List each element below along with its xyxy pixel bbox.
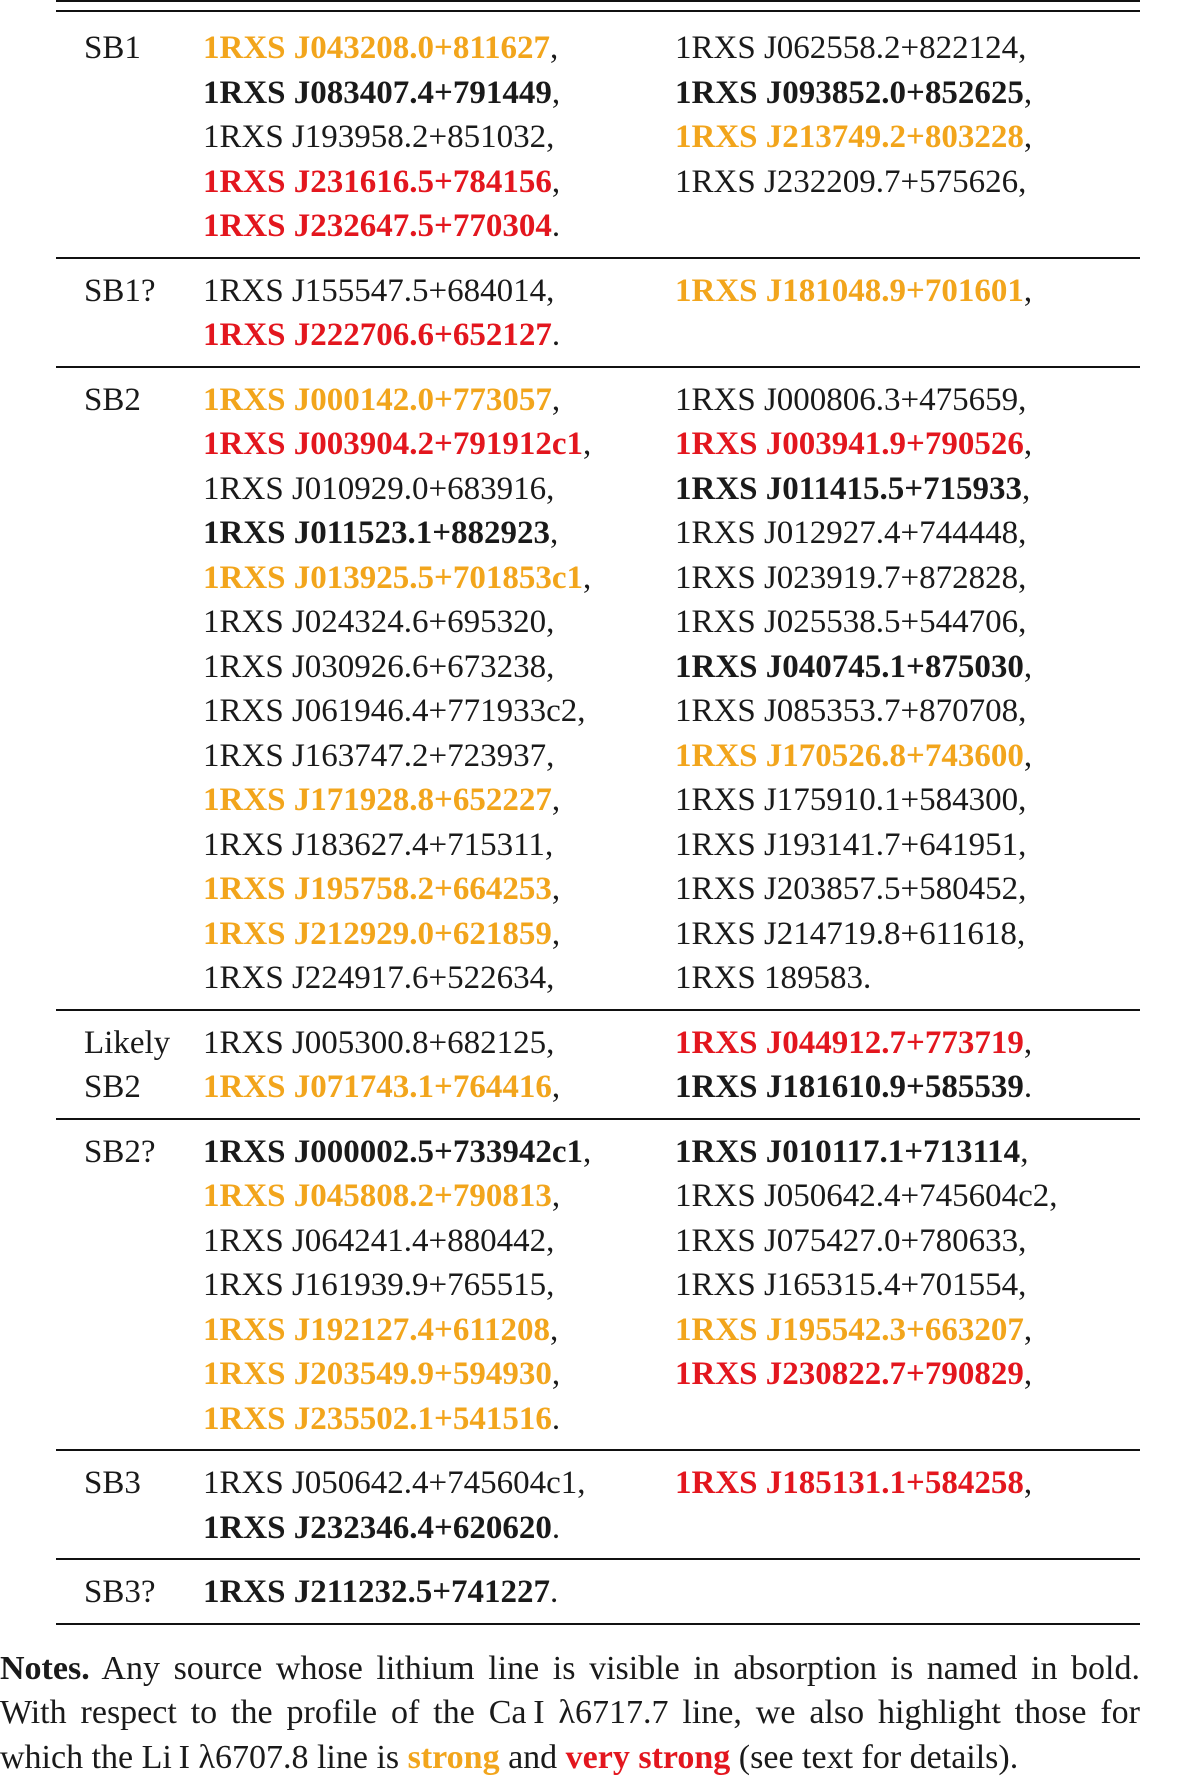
table-row [56, 511, 1140, 556]
source-punct: , [546, 960, 554, 996]
source-name: 1RXS J010929.0+683916 [203, 471, 546, 507]
source-punct: , [1024, 1465, 1032, 1501]
source-name: 1RXS J030926.6+673238 [203, 649, 546, 685]
source-punct: , [1022, 471, 1030, 507]
source-cell [203, 313, 675, 358]
source-punct: . [1024, 1069, 1032, 1105]
source-punct: . [550, 1574, 558, 1610]
table-row [56, 313, 1140, 358]
source-name: 1RXS J000002.5+733942c1 [203, 1134, 583, 1170]
source-cell [203, 1263, 675, 1308]
source-name: 1RXS J224917.6+522634 [203, 960, 546, 996]
source-punct: , [552, 164, 560, 200]
type-label: Likely [56, 1021, 203, 1066]
type-label: SB2? [56, 1130, 203, 1175]
source-name: 1RXS J181048.9+701601 [675, 273, 1024, 309]
source-cell [203, 823, 675, 868]
source-name: 1RXS J211232.5+741227 [203, 1574, 550, 1610]
table-row [56, 867, 1140, 912]
source-cell [675, 556, 1140, 601]
source-cell [203, 556, 675, 601]
source-punct: . [552, 208, 560, 244]
source-cell [203, 689, 675, 734]
source-cell [203, 1570, 675, 1615]
source-punct: , [1024, 649, 1032, 685]
source-cell [675, 1021, 1140, 1066]
source-name: 1RXS J010117.1+713114 [675, 1134, 1020, 1170]
table-group [56, 1560, 1140, 1625]
source-cell [203, 1065, 675, 1110]
source-cell [675, 422, 1140, 467]
source-name: 1RXS J203857.5+580452 [675, 871, 1018, 907]
classification-table [56, 10, 1140, 1625]
table-group [56, 1120, 1140, 1452]
source-cell [203, 1130, 675, 1175]
source-name: 1RXS J071743.1+764416 [203, 1069, 552, 1105]
source-name: 1RXS J195758.2+664253 [203, 871, 552, 907]
source-punct: , [1018, 782, 1026, 818]
source-punct: , [552, 382, 560, 418]
source-name: 1RXS J005300.8+682125 [203, 1025, 546, 1061]
source-cell [203, 378, 675, 423]
source-punct: , [546, 1025, 554, 1061]
source-cell [675, 115, 1140, 160]
source-name: 1RXS J171928.8+652227 [203, 782, 552, 818]
source-name: 1RXS J214719.8+611618 [675, 916, 1017, 952]
source-name: 1RXS J011415.5+715933 [675, 471, 1022, 507]
notes-and: and [500, 1739, 566, 1776]
source-cell [203, 269, 675, 314]
source-name: 1RXS J050642.4+745604c2 [675, 1178, 1049, 1214]
source-punct: , [1024, 1312, 1032, 1348]
source-name: 1RXS J213749.2+803228 [675, 119, 1024, 155]
source-name: 1RXS J222706.6+652127 [203, 317, 552, 353]
source-name: 1RXS J050642.4+745604c1 [203, 1465, 577, 1501]
table-row [56, 778, 1140, 823]
source-cell [675, 956, 1140, 1001]
source-cell [203, 160, 675, 205]
table-row [56, 115, 1140, 160]
source-name: 1RXS J044912.7+773719 [675, 1025, 1024, 1061]
source-cell [675, 511, 1140, 556]
source-punct: , [1018, 30, 1026, 66]
source-punct: , [1024, 426, 1032, 462]
source-punct: , [546, 649, 554, 685]
source-name: 1RXS J093852.0+852625 [675, 75, 1024, 111]
source-punct: . [552, 1510, 560, 1546]
type-label: SB1? [56, 269, 203, 314]
table-document [56, 0, 1140, 1780]
table-row [56, 1021, 1140, 1066]
source-punct: , [546, 1223, 554, 1259]
source-punct: , [550, 515, 558, 551]
source-name: 1RXS J232647.5+770304 [203, 208, 552, 244]
source-punct: , [546, 119, 554, 155]
source-cell [675, 1219, 1140, 1264]
source-punct: , [1018, 693, 1026, 729]
source-punct: , [1024, 1025, 1032, 1061]
source-name: 1RXS J000142.0+773057 [203, 382, 552, 418]
source-cell [203, 867, 675, 912]
source-cell [675, 600, 1140, 645]
source-punct: , [1018, 382, 1026, 418]
source-cell [203, 912, 675, 957]
source-punct: , [1024, 119, 1032, 155]
source-cell [203, 115, 675, 160]
table-group [56, 1451, 1140, 1560]
source-cell [675, 378, 1140, 423]
source-name: 1RXS J175910.1+584300 [675, 782, 1018, 818]
type-label: SB2 [56, 1065, 203, 1110]
table-row [56, 1219, 1140, 1264]
table-row [56, 912, 1140, 957]
table-row [56, 269, 1140, 314]
table-group [56, 10, 1140, 259]
source-name: 1RXS J061946.4+771933c2 [203, 693, 577, 729]
source-cell [675, 823, 1140, 868]
source-name: 1RXS J161939.9+765515 [203, 1267, 546, 1303]
source-punct: , [577, 1465, 585, 1501]
table-group [56, 1011, 1140, 1120]
source-cell [203, 511, 675, 556]
source-punct: , [1017, 916, 1025, 952]
source-punct: , [1024, 738, 1032, 774]
table-row [56, 1174, 1140, 1219]
source-name: 1RXS J183627.4+715311 [203, 827, 545, 863]
source-name: 1RXS J203549.9+594930 [203, 1356, 552, 1392]
source-cell [203, 734, 675, 779]
source-cell [203, 778, 675, 823]
source-name: 1RXS J230822.7+790829 [675, 1356, 1024, 1392]
source-name: 1RXS J170526.8+743600 [675, 738, 1024, 774]
source-cell [675, 645, 1140, 690]
source-name: 1RXS J232209.7+575626 [675, 164, 1018, 200]
table-row [56, 600, 1140, 645]
table-group [56, 259, 1140, 368]
table-row [56, 204, 1140, 249]
source-punct: , [552, 75, 560, 111]
source-cell [675, 1130, 1140, 1175]
source-punct: , [552, 782, 560, 818]
table-row [56, 556, 1140, 601]
source-cell [203, 1397, 675, 1442]
source-name: 1RXS J083407.4+791449 [203, 75, 552, 111]
source-cell [203, 422, 675, 467]
source-punct: , [1018, 827, 1026, 863]
source-name: 1RXS J232346.4+620620 [203, 1510, 552, 1546]
source-punct: . [552, 317, 560, 353]
source-cell [675, 160, 1140, 205]
source-punct: . [552, 1401, 560, 1437]
table-row [56, 26, 1140, 71]
notes-text-2: (see text for details). [730, 1739, 1018, 1776]
source-cell [203, 956, 675, 1001]
source-punct: , [1018, 604, 1026, 640]
source-cell [675, 689, 1140, 734]
source-cell [203, 1021, 675, 1066]
table-row [56, 1130, 1140, 1175]
source-cell [675, 1308, 1140, 1353]
table-row [56, 1506, 1140, 1551]
source-punct: , [550, 1312, 558, 1348]
source-punct: , [1018, 1267, 1026, 1303]
source-name: 1RXS J163747.2+723937 [203, 738, 546, 774]
source-cell [203, 600, 675, 645]
type-label: SB3 [56, 1461, 203, 1506]
source-name: 1RXS J064241.4+880442 [203, 1223, 546, 1259]
source-cell [675, 1352, 1140, 1397]
source-punct: , [1049, 1178, 1057, 1214]
source-punct: , [546, 604, 554, 640]
source-cell [675, 1263, 1140, 1308]
source-punct: , [1018, 1223, 1026, 1259]
source-name: 1RXS J040745.1+875030 [675, 649, 1024, 685]
table-row [56, 1570, 1140, 1615]
notes-very-strong: very strong [566, 1739, 731, 1776]
source-name: 1RXS J025538.5+544706 [675, 604, 1018, 640]
source-name: 1RXS J045808.2+790813 [203, 1178, 552, 1214]
source-punct: , [1018, 515, 1026, 551]
source-name: 1RXS J193958.2+851032 [203, 119, 546, 155]
source-punct: , [1024, 75, 1032, 111]
source-cell [203, 204, 675, 249]
source-name: 1RXS 189583 [675, 960, 863, 996]
source-name: 1RXS J024324.6+695320 [203, 604, 546, 640]
source-name: 1RXS J193141.7+641951 [675, 827, 1018, 863]
source-name: 1RXS J062558.2+822124 [675, 30, 1018, 66]
table-group [56, 368, 1140, 1011]
source-punct: . [863, 960, 871, 996]
source-cell [203, 1219, 675, 1264]
source-cell [203, 645, 675, 690]
source-name: 1RXS J085353.7+870708 [675, 693, 1018, 729]
table-row [56, 1352, 1140, 1397]
source-cell [203, 26, 675, 71]
source-cell [675, 1174, 1140, 1219]
source-name: 1RXS J023919.7+872828 [675, 560, 1018, 596]
table-row [56, 1308, 1140, 1353]
source-punct: , [552, 1356, 560, 1392]
source-cell [675, 71, 1140, 116]
source-name: 1RXS J000806.3+475659 [675, 382, 1018, 418]
table-row [56, 1397, 1140, 1442]
source-punct: , [1018, 871, 1026, 907]
table-row [56, 378, 1140, 423]
source-cell [203, 1308, 675, 1353]
source-punct: , [583, 560, 591, 596]
table-row [56, 1263, 1140, 1308]
table-row [56, 689, 1140, 734]
table-row [56, 823, 1140, 868]
source-punct: , [546, 1267, 554, 1303]
type-label: SB3? [56, 1570, 203, 1615]
source-punct: , [577, 693, 585, 729]
table-row [56, 956, 1140, 1001]
notes-lead: Notes. [0, 1650, 90, 1687]
source-punct: , [1020, 1134, 1028, 1170]
notes-strong: strong [408, 1739, 500, 1776]
table-row [56, 645, 1140, 690]
table-top-rule [56, 0, 1140, 2]
source-punct: , [550, 30, 558, 66]
table-row [56, 422, 1140, 467]
source-name: 1RXS J195542.3+663207 [675, 1312, 1024, 1348]
source-cell [675, 1065, 1140, 1110]
source-cell [675, 26, 1140, 71]
source-punct: , [546, 273, 554, 309]
source-name: 1RXS J185131.1+584258 [675, 1465, 1024, 1501]
table-row [56, 467, 1140, 512]
table-notes [0, 1647, 1140, 1780]
source-punct: , [1024, 273, 1032, 309]
source-cell [203, 1174, 675, 1219]
source-cell [675, 269, 1140, 314]
source-name: 1RXS J043208.0+811627 [203, 30, 550, 66]
source-punct: , [552, 1069, 560, 1105]
source-punct: , [583, 1134, 591, 1170]
source-punct: , [545, 827, 553, 863]
table-row [56, 160, 1140, 205]
source-cell [203, 71, 675, 116]
type-label: SB1 [56, 26, 203, 71]
notes-text-1: Any source whose lithium line is visible in absorption is named in bold. With respect to the profile of the Ca I λ6717.7 line, we also highlight those for which the Li I λ6707.8 line is [0, 1650, 1140, 1776]
source-punct: , [1024, 1356, 1032, 1392]
source-name: 1RXS J155547.5+684014 [203, 273, 546, 309]
source-cell [675, 467, 1140, 512]
source-cell [675, 912, 1140, 957]
source-punct: , [1018, 164, 1026, 200]
source-cell [203, 1461, 675, 1506]
table-row [56, 734, 1140, 779]
type-label: SB2 [56, 378, 203, 423]
source-name: 1RXS J075427.0+780633 [675, 1223, 1018, 1259]
source-name: 1RXS J192127.4+611208 [203, 1312, 550, 1348]
source-name: 1RXS J212929.0+621859 [203, 916, 552, 952]
source-cell [203, 1352, 675, 1397]
source-name: 1RXS J231616.5+784156 [203, 164, 552, 200]
source-name: 1RXS J235502.1+541516 [203, 1401, 552, 1437]
source-name: 1RXS J003904.2+791912c1 [203, 426, 583, 462]
source-cell [203, 467, 675, 512]
source-punct: , [583, 426, 591, 462]
source-punct: , [1018, 560, 1026, 596]
source-cell [675, 778, 1140, 823]
source-cell [675, 867, 1140, 912]
table-row [56, 71, 1140, 116]
source-name: 1RXS J013925.5+701853c1 [203, 560, 583, 596]
source-cell [675, 734, 1140, 779]
source-name: 1RXS J003941.9+790526 [675, 426, 1024, 462]
source-cell [675, 1461, 1140, 1506]
source-punct: , [552, 871, 560, 907]
source-punct: , [546, 471, 554, 507]
source-name: 1RXS J011523.1+882923 [203, 515, 550, 551]
table-row [56, 1461, 1140, 1506]
source-cell [203, 1506, 675, 1551]
source-name: 1RXS J181610.9+585539 [675, 1069, 1024, 1105]
source-punct: , [552, 916, 560, 952]
source-punct: , [546, 738, 554, 774]
table-row [56, 1065, 1140, 1110]
source-name: 1RXS J012927.4+744448 [675, 515, 1018, 551]
source-name: 1RXS J165315.4+701554 [675, 1267, 1018, 1303]
source-punct: , [552, 1178, 560, 1214]
